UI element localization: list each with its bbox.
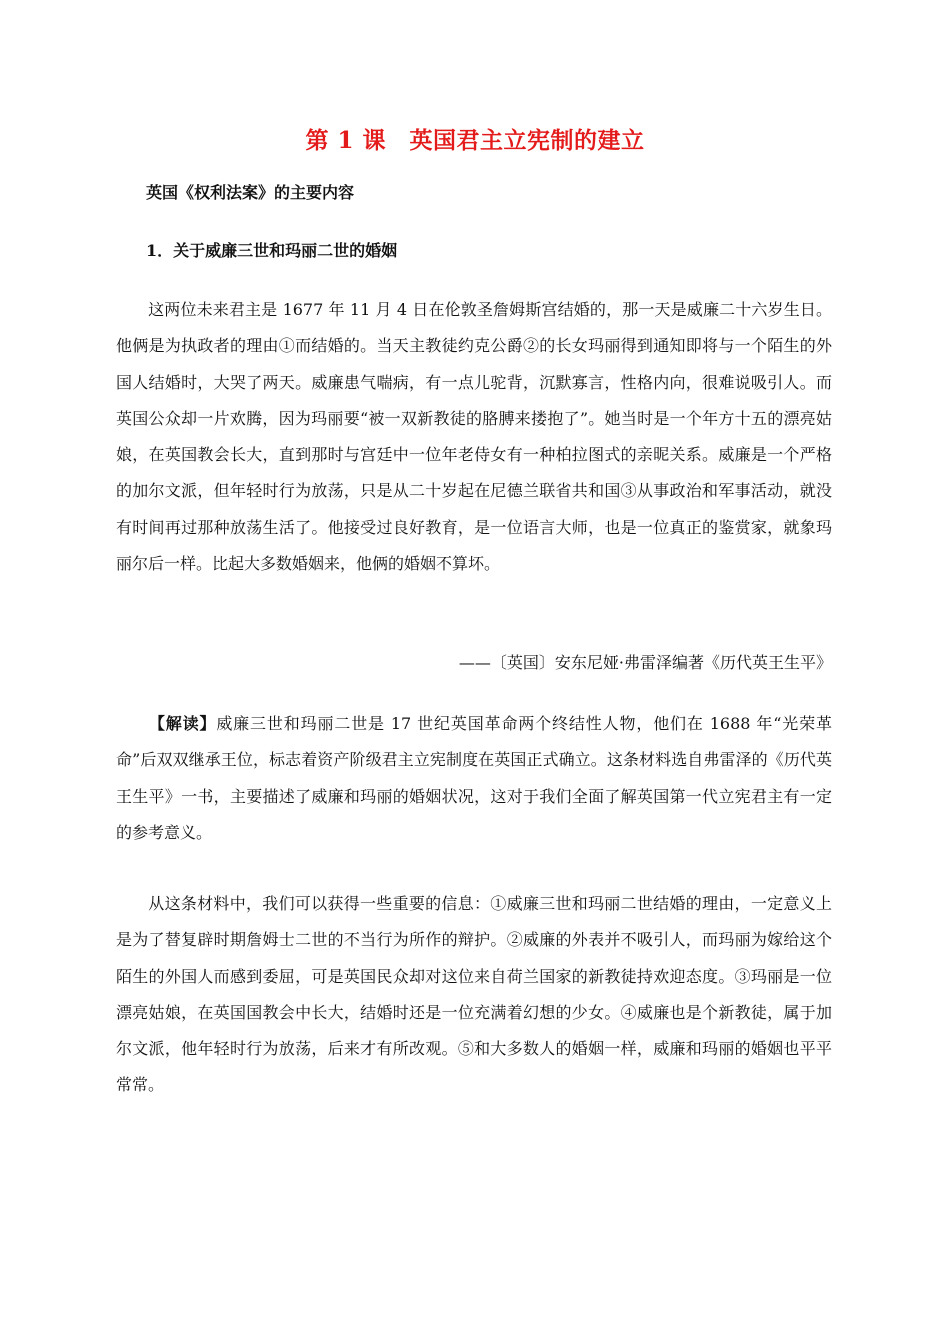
interpretation-label: 【解读】 [148, 714, 217, 733]
source-passage-text: 这两位未来君主是 1677 年 11 月 4 日在伦敦圣詹姆斯宫结婚的，那一天是威廉二十六岁生日。他俩是为执政者的理由①而结婚的。当天主教徒约克公爵②的长女玛丽得到通知即将与一个陌生的外国人结婚时，大哭了两天。威廉患气喘病，有一点儿驼背，沉默寡言，性格内向，很难说吸引人。而英国公众却一片欢腾，因为玛丽要“被一双新教徒的胳膊来搂抱了”。她当时是一个年方十五的漂亮姑娘，在英国教会长大，直到那时与宫廷中一位年老侍女有一种柏拉图式的亲昵关系。威廉是一个严格的加尔文派，但年轻时行为放荡，只是从二十岁起在尼德兰联省共和国③从事政治和军事活动，就没有时间再过那种放荡生活了。他接受过良好教育，是一位语言大师，也是一位真正的鉴赏家，就象玛丽尔后一样。比起大多数婚姻来，他俩的婚姻不算坏。 [116, 300, 832, 574]
source-passage [116, 292, 832, 582]
interpretation-text: 威廉三世和玛丽二世是 17 世纪英国革命两个终结性人物，他们在 1688 年“光荣革命”后双双继承王位，标志着资产阶级君主立宪制度在英国正式确立。这条材料选自弗雷泽的《历代英王生平》一书，主要描述了威廉和玛丽的婚姻状况，这对于我们全面了解英国第一代立宪君主有一定的参考意义。 [116, 714, 832, 842]
source-citation: ——〔英国〕安东尼娅·弗雷泽编著《历代英王生平》 [458, 653, 832, 672]
section-heading: 英国《权利法案》的主要内容 [146, 183, 355, 202]
sub-heading: 1．关于威廉三世和玛丽二世的婚姻 [146, 241, 398, 260]
analysis-paragraph [116, 886, 832, 1104]
analysis-text: 从这条材料中，我们可以获得一些重要的信息：①威廉三世和玛丽二世结婚的理由，一定意义上是为了替复辟时期詹姆士二世的不当行为所作的辩护。②威廉的外表并不吸引人，而玛丽为嫁给这个陌生的外国人而感到委屈，可是英国民众却对这位来自荷兰国家的新教徒持欢迎态度。③玛丽是一位漂亮姑娘，在英国国教会中长大，结婚时还是一位充满着幻想的少女。④威廉也是个新教徒，属于加尔文派，他年轻时行为放荡，后来才有所改观。⑤和大多数人的婚姻一样，威廉和玛丽的婚姻也平平常常。 [116, 894, 832, 1095]
interpretation-paragraph [116, 706, 832, 851]
lesson-title: 第 1 课 英国君主立宪制的建立 [305, 127, 645, 154]
